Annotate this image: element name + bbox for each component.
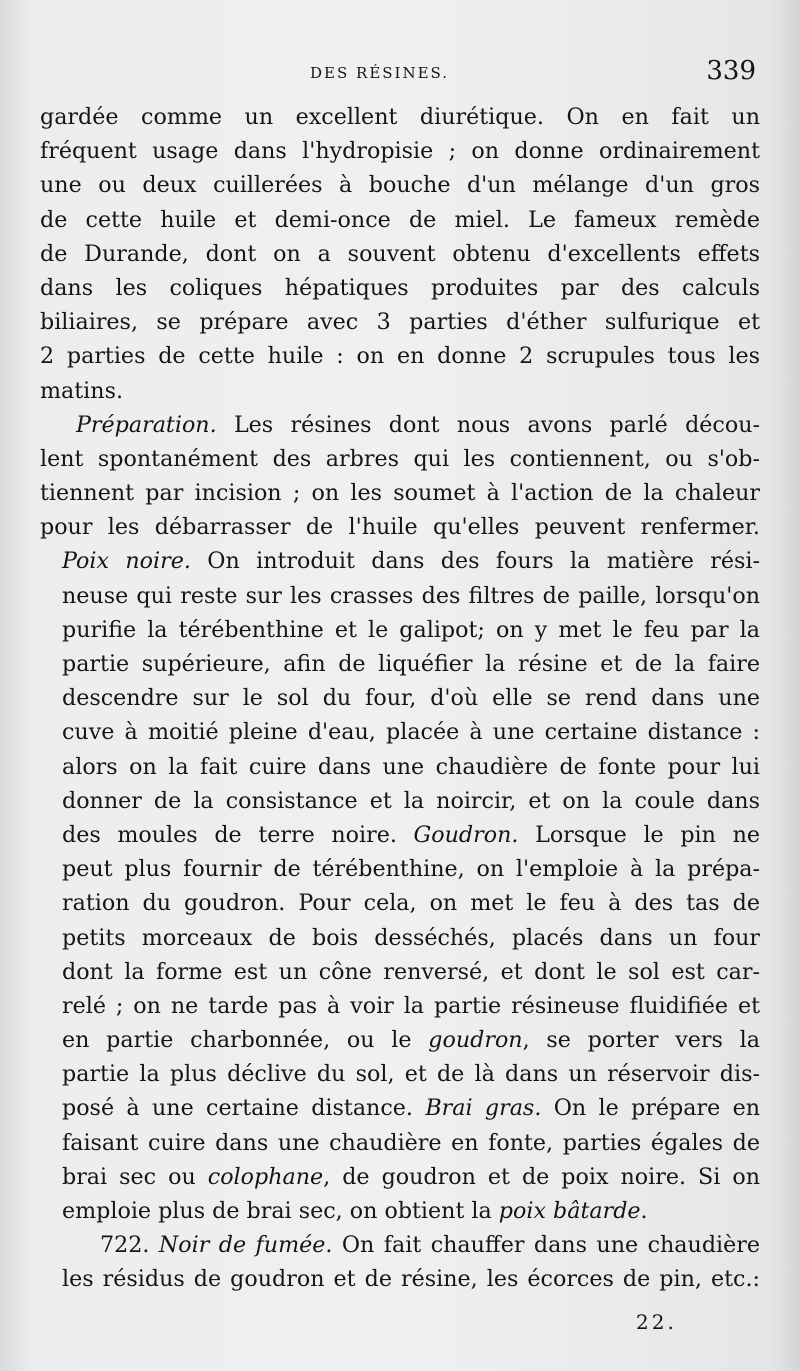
text-line: pour les débarrasser de l'huile qu'elles peuvent renfermer.: [40, 514, 760, 541]
heading-poix-noire: Poix noire.: [62, 548, 191, 575]
text-line: partie la plus déclive du sol, et de là dans un réservoir dis-: [62, 1061, 760, 1088]
signature-mark: 22.: [636, 1310, 677, 1334]
text-line: partie supérieure, afin de liquéfier la résine et de la faire: [62, 651, 760, 677]
heading-brai-gras: Brai gras.: [425, 1095, 542, 1122]
section-number: 722.: [100, 1232, 159, 1259]
text-line: de cette huile et demi-once de miel. Le fameux remède: [40, 206, 760, 233]
text-line: dans les coliques hépatiques produites par des calculs: [40, 274, 760, 301]
text-line-brai-gras: posé à une certaine distance. Brai gras. On le prépare en: [62, 1095, 760, 1122]
text-line: faisant cuire dans une chaudière en fonte, parties égales de: [62, 1129, 760, 1156]
page-number: 339: [706, 56, 756, 86]
heading-goudron: Goudron.: [413, 821, 519, 848]
text-line: brai sec ou colophane, de goudron et de poix noire. Si on: [62, 1163, 760, 1190]
text-line: 2 parties de cette huile : on en donne 2 scrupules tous les: [40, 343, 760, 370]
text-line: ration du goudron. Pour cela, on met le feu à des tas de: [62, 890, 760, 917]
paragraph-722: 722. Noir de fumée. On fait chauffer dans une chaudière: [100, 1232, 760, 1259]
text-line: neuse qui reste sur les crasses des filtres de paille, lorsqu'on: [62, 582, 760, 609]
text-line-goudron: des moules de terre noire. Goudron. Lorsque le pin ne: [62, 821, 760, 848]
term-poix-batarde: poix bâtarde: [498, 1198, 641, 1224]
text-line: tiennent par incision ; on les soumet à l'action de la chaleur: [40, 480, 760, 507]
running-title: DES RÉSINES.: [310, 64, 450, 82]
text-line: donner de la consistance et la noircir, et on la coule dans: [62, 787, 760, 814]
text-line: gardée comme un excellent diurétique. On en fait un: [40, 104, 760, 130]
text-line: petits morceaux de bois desséchés, placés dans un four: [62, 924, 760, 951]
text-line: fréquent usage dans l'hydropisie ; on donne ordinairement: [40, 138, 760, 165]
text-line: dont la forme est un cône renversé, et dont le sol est car-: [62, 958, 760, 985]
heading-preparation: Préparation.: [76, 411, 217, 438]
text-line: lent spontanément des arbres qui les contiennent, ou s'ob-: [40, 445, 760, 472]
text-line: les résidus de goudron et de résine, les écorces de pin, etc.:: [62, 1266, 760, 1293]
text-line: descendre sur le sol du four, d'où elle se rend dans une: [62, 685, 760, 712]
text-line: peut plus fournir de térébenthine, on l'emploie à la prépa-: [62, 856, 760, 883]
text-line: de Durande, dont on a souvent obtenu d'excellents effets: [40, 240, 760, 267]
body-text: [40, 100, 760, 1297]
text-line: en partie charbonnée, ou le goudron, se porter vers la: [62, 1027, 760, 1054]
paragraph-preparation: Préparation. Les résines dont nous avons parlé décou-: [76, 411, 760, 438]
text-line: emploie plus de brai sec, on obtient la poix bâtarde.: [62, 1198, 648, 1224]
text-line: matins.: [40, 377, 124, 404]
text-line: purifie la térébenthine et le galipot; on y met le feu par la: [62, 616, 760, 643]
heading-noir-de-fumee: Noir de fumée.: [158, 1232, 333, 1259]
text-line: une ou deux cuillerées à bouche d'un mélange d'un gros: [40, 172, 760, 199]
paragraph-poix-noire: Poix noire. On introduit dans des fours la matière rési-: [62, 548, 760, 575]
term-goudron: goudron: [428, 1027, 523, 1054]
text-line: biliaires, se prépare avec 3 parties d'éther sulfurique et: [40, 309, 760, 336]
text-line: alors on la fait cuire dans une chaudière de fonte pour lui: [62, 753, 760, 780]
text-line: relé ; on ne tarde pas à voir la partie résineuse fluidifiée et: [62, 992, 760, 1019]
term-colophane: colophane: [207, 1163, 324, 1190]
running-header: [40, 56, 760, 92]
text-line: cuve à moitié pleine d'eau, placée à une certaine distance :: [62, 719, 760, 746]
